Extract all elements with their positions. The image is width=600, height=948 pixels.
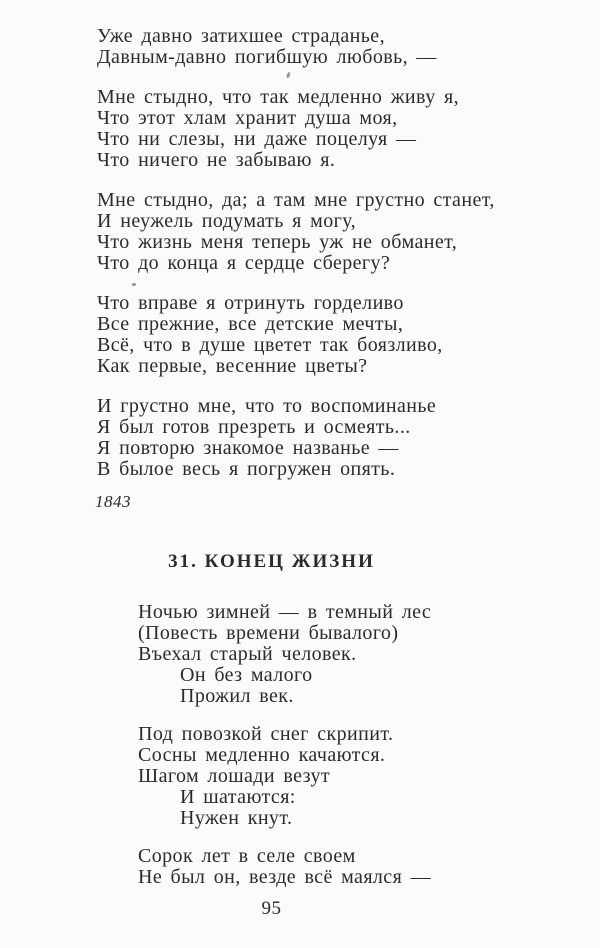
verse-line: Что ничего не забываю я. — [97, 149, 336, 171]
verse-line: Под повозкой снег скрипит. — [138, 723, 394, 745]
stanza — [138, 846, 431, 888]
verse-line: Сорок лет в селе своем — [138, 845, 356, 867]
page-number-row — [0, 898, 543, 920]
verse-line: Сосны медленно качаются. — [138, 744, 386, 766]
stanza — [138, 602, 431, 707]
verse-line: Давным-давно погибшую любовь, — — [97, 46, 437, 68]
verse-line: Как первые, весенние цветы? — [97, 355, 368, 377]
stanza — [138, 724, 431, 829]
second-poem-title-row — [0, 551, 543, 573]
verse-line: Мне стыдно, да; а там мне грустно станет, — [97, 189, 495, 211]
verse-line: Что этот хлам хранит душа моя, — [97, 107, 398, 129]
verse-line: Что ни слезы, ни даже поцелуя — — [97, 128, 417, 150]
first-poem-body — [97, 26, 495, 499]
second-poem-title: 31. КОНЕЦ ЖИЗНИ — [168, 551, 375, 572]
verse-line: Он без малого — [180, 664, 313, 686]
verse-line: Что до конца я сердце сберегу? — [97, 252, 391, 274]
verse-line: Всё, что в душе цветет так боязливо, — [97, 334, 443, 356]
verse-line: (Повесть времени бывалого) — [138, 622, 399, 644]
verse-line: Шагом лошади везут — [138, 765, 331, 787]
verse-line: В былое весь я погружен опять. — [97, 458, 396, 480]
verse-line: И шатаются: — [180, 786, 296, 808]
stanza — [97, 190, 495, 274]
stanza — [97, 293, 495, 377]
verse-line: Все прежние, все детские мечты, — [97, 313, 404, 335]
verse-line: Не был он, везде всё маялся — — [138, 866, 431, 888]
verse-line: Ночью зимней — в темный лес — [138, 601, 432, 623]
poem-date: 1843 — [95, 492, 131, 511]
stanza — [97, 396, 495, 480]
verse-line: Нужен кнут. — [180, 807, 293, 829]
second-poem-body — [138, 602, 431, 905]
stanza — [97, 87, 495, 171]
stanza — [97, 26, 495, 68]
verse-line: Я повторю знакомое названье — — [97, 437, 399, 459]
page-number: 95 — [261, 898, 282, 919]
verse-line: Мне стыдно, что так медленно живу я, — [97, 86, 459, 108]
verse-line: И грустно мне, что то воспоминанье — [97, 395, 437, 417]
verse-line: Что вправе я отринуть горделиво — [97, 292, 404, 314]
verse-line: Что жизнь меня теперь уж не обманет, — [97, 231, 458, 253]
verse-line: Въехал старый человек. — [138, 643, 357, 665]
verse-line: Я был готов презреть и осмеять... — [97, 416, 411, 438]
verse-line: Уже давно затихшее страданье, — [97, 25, 385, 47]
verse-line: И неужель подумать я могу, — [97, 210, 357, 232]
verse-line: Прожил век. — [180, 685, 294, 707]
